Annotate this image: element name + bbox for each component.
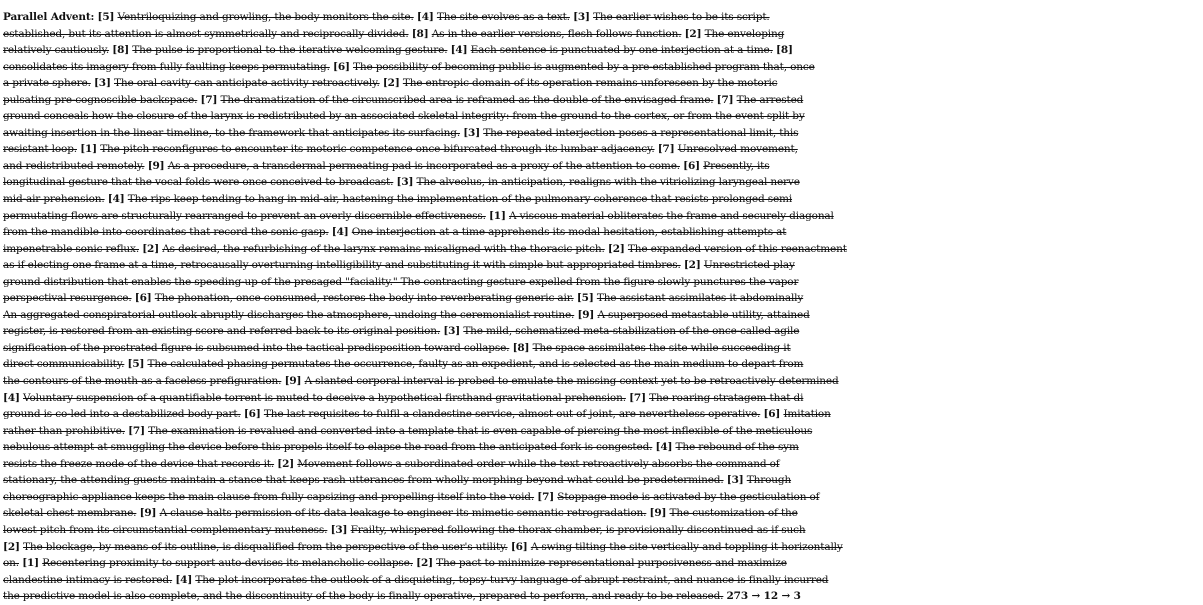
struck-sentence: Stoppage mode is activated by the gesticulation of [557, 490, 820, 503]
text-line [3, 356, 1203, 373]
struck-sentence: register, is restored from an existing score and referred back to its original position. [3, 325, 441, 338]
text-line [3, 340, 1203, 357]
section-number: [3] [396, 176, 414, 189]
struck-sentence: Unrestricted play [703, 259, 795, 272]
struck-sentence: ground is co-led into a destabilized body part. [3, 408, 241, 421]
section-number: [7] [537, 490, 555, 503]
text-line [3, 92, 1203, 109]
section-number: [9] [577, 308, 595, 321]
section-number: [2] [382, 77, 400, 90]
section-number: [6] [763, 408, 781, 421]
section-number: [6] [134, 292, 152, 305]
struck-sentence: The last requisites to fulfil a clandestine service, almost out of joint, are nevertheless operative. [263, 408, 761, 421]
struck-sentence: A superposed metastable utility, attained [597, 308, 810, 321]
struck-sentence: The pulse is proportional to the iterative welcoming gesture. [132, 44, 448, 57]
struck-sentence: resists the freeze mode of the device that records it. [3, 457, 275, 470]
struck-sentence: skeletal chest membrane. [3, 507, 137, 520]
struck-sentence: The plot incorporates the outlook of a disquieting, topsy-turvy language of abrupt restraint, and nuance is finally incurred [195, 573, 829, 586]
struck-sentence: the contours of the mouth as a faceless prefiguration. [3, 375, 282, 388]
text-line [3, 241, 1203, 258]
struck-sentence: The roaring stratagem that di [649, 391, 804, 404]
text-line [3, 208, 1203, 225]
struck-sentence: The calculated phasing permutates the occurrence, faulty as an expedient, and is selected as the main medium to depart from [147, 358, 804, 371]
struck-sentence: As desired, the refurbishing of the larynx remains misaligned with the thoracic pitch. [162, 242, 605, 255]
text-line [3, 307, 1203, 324]
section-number: [8] [112, 44, 130, 57]
text-line [3, 406, 1203, 423]
struck-sentence: Voluntary suspension of a quantifiable torrent is muted to deceive a hypothetical firsthand gravitational prehension. [23, 391, 626, 404]
struck-sentence: longitudinal gesture that the vocal folds were once conceived to broadcast. [3, 176, 394, 189]
text-line [3, 439, 1203, 456]
struck-sentence: a private sphere. [3, 77, 91, 90]
section-number: [3] [443, 325, 461, 338]
text-line [3, 373, 1203, 390]
struck-sentence: Each sentence is punctuated by one interjection at a time. [470, 44, 773, 57]
text-line [3, 257, 1203, 274]
struck-sentence: nebulous attempt at smuggling the device before this propels itself to elapse the road from the anticipated fork is congested. [3, 441, 653, 454]
section-number: [3] [573, 11, 590, 23]
struck-sentence: A viscous material obliterates the frame and securely diagonal [508, 209, 834, 222]
section-number: [3] [726, 474, 744, 487]
struck-sentence: The site evolves as a text. [436, 11, 570, 23]
struck-sentence: ground distribution that enables the speeding-up of the presaged "faciality." The contracting gesture expelled from the figure slowly punctures the vapor [3, 275, 799, 288]
text-line [3, 505, 1203, 522]
struck-sentence: The enveloping [704, 27, 785, 40]
struck-sentence: relatively cautiously. [3, 44, 110, 57]
struck-sentence: The entropic domain of its operation remains unforeseen by the motoric [402, 77, 778, 90]
section-number: [2] [607, 242, 625, 255]
document-text [3, 9, 1203, 605]
struck-sentence: The phonation, once consumed, restores the body into reverberating generic air. [154, 292, 574, 305]
text-line [3, 26, 1203, 43]
section-number: [2] [684, 27, 702, 40]
struck-sentence: The mild, schematized meta-stabilization of the once-called agile [463, 325, 800, 338]
struck-sentence: Recentering proximity to support auto-devises its melancholic collapse. [42, 557, 413, 570]
struck-sentence: signification of the prostrated figure is subsumed into the tactical predisposition toward collapse. [3, 341, 510, 354]
struck-sentence: awaiting insertion in the linear timeline, to the framework that anticipates its surfacing. [3, 126, 461, 139]
section-number: [7] [716, 93, 734, 106]
struck-sentence: the predictive model is also complete, and the discontinuity of the body is finally operative, prepared to perform, and ready to be released. [3, 590, 724, 603]
struck-sentence: The pitch reconfigures to encounter its motoric competence once bifurcated through its lumbar adjacency. [100, 143, 655, 156]
struck-sentence: Through [746, 474, 792, 487]
text-line [3, 174, 1203, 191]
struck-sentence: An aggregated conspiratorial outlook abruptly discharges the atmosphere, undoing the ceremonialist routine. [3, 308, 575, 321]
section-number: [6] [243, 408, 261, 421]
struck-sentence: consolidates its imagery from fully faulting keeps permutating. [3, 60, 330, 73]
text-line [3, 274, 1203, 291]
section-number: [8] [512, 341, 530, 354]
section-number: [4] [331, 226, 349, 239]
text-line [3, 9, 1203, 26]
struck-sentence: on. [3, 557, 19, 570]
section-number: [5] [97, 11, 115, 23]
struck-sentence: Frailty, whispered following the thorax chamber, is provisionally discontinued as if such [350, 523, 806, 536]
section-number: [9] [139, 507, 157, 520]
text-line [3, 141, 1203, 158]
struck-sentence: resistant loop. [3, 143, 77, 156]
section-number: [1] [488, 209, 506, 222]
struck-sentence: Movement follows a subordinated order while the text retroactively absorbs the command of [297, 457, 780, 470]
struck-sentence: As in the earlier versions, flesh follows function. [431, 27, 682, 40]
section-number: [4] [107, 193, 125, 206]
section-number: [4] [655, 441, 673, 454]
section-number: [6] [683, 159, 700, 172]
section-number: [9] [147, 159, 165, 172]
struck-sentence: impenetrable sonic reflux. [3, 242, 140, 255]
section-number: [6] [333, 60, 350, 73]
text-line [3, 158, 1203, 175]
struck-sentence: pulsating pre-cognoscible backspace. [3, 93, 198, 106]
text-line [3, 75, 1203, 92]
text-line [3, 539, 1203, 556]
text-line [3, 108, 1203, 125]
struck-sentence: rather than prohibitive. [3, 424, 125, 437]
text-line [3, 555, 1203, 572]
section-number: [7] [200, 93, 218, 106]
struck-sentence: The customization of the [669, 507, 798, 520]
struck-sentence: As a procedure, a transdermal permeating pad is incorporated as a proxy of the attention to come. [167, 159, 680, 172]
text-line [3, 472, 1203, 489]
text-line [3, 42, 1203, 59]
struck-sentence: The earlier wishes to be its script. [593, 11, 770, 23]
text-line [3, 191, 1203, 208]
struck-sentence: stationary, the attending guests maintain a stance that keeps rash utterances from wholly morphing beyond what could be predetermined. [3, 474, 724, 487]
section-number: [2] [277, 457, 295, 470]
section-number: [9] [284, 375, 302, 388]
text-line [3, 323, 1203, 340]
section-number: [2] [142, 242, 160, 255]
struck-sentence: Ventriloquizing and growling, the body monitors the site. [117, 11, 414, 23]
text-line [3, 572, 1203, 589]
struck-sentence: A clause halts permission of its data leakage to engineer its mimetic semantic retrogradation. [159, 507, 647, 520]
text-line [3, 59, 1203, 76]
text-line [3, 290, 1203, 307]
section-number: [1] [22, 557, 39, 570]
struck-sentence: The blockage, by means of its outline, is disqualified from the perspective of the user's utility. [23, 540, 508, 553]
document-title: Parallel Advent: [3, 11, 95, 23]
struck-sentence: The possibility of becoming public is augmented by a pre-established program that, once [353, 60, 815, 73]
struck-sentence: ground conceals how the closure of the larynx is redistributed by an associated skeletal integrity: from the ground to the cortex, or from the event split by [3, 110, 805, 123]
end-marker: 273 → 12 → 3 [726, 590, 801, 603]
section-number: [4] [175, 573, 193, 586]
section-number: [7] [657, 143, 675, 156]
section-number: [1] [80, 143, 97, 156]
section-number: [8] [411, 27, 429, 40]
struck-sentence: The expanded version of this reenactment [627, 242, 847, 255]
struck-sentence: Presently, its [703, 159, 770, 172]
struck-sentence: The pact to minimize representational purposiveness and maximize [436, 557, 787, 570]
section-number: [7] [128, 424, 145, 437]
struck-sentence: choreographic appliance keeps the main clause from fully capsizing and propelling itself into the void. [3, 490, 535, 503]
struck-sentence: The dramatization of the circumscribed area is reframed as the double of the envisaged frame. [220, 93, 714, 106]
struck-sentence: established, but its attention is almost symmetrically and reciprocally divided. [3, 27, 409, 40]
struck-sentence: Unresolved movement, [677, 143, 798, 156]
struck-sentence: The rebound of the sym [675, 441, 799, 454]
text-line [3, 456, 1203, 473]
section-number: [3] [93, 77, 111, 90]
section-number: [2] [416, 557, 433, 570]
struck-sentence: The examination is revalued and converted into a template that is even capable of piercing the most inflexible of the meticulous [148, 424, 813, 437]
text-line [3, 423, 1203, 440]
text-line [3, 588, 1203, 605]
text-line [3, 522, 1203, 539]
section-number: [6] [510, 540, 528, 553]
struck-sentence: The space assimilates the site while succeeding it [532, 341, 791, 354]
section-number: [4] [450, 44, 468, 57]
struck-sentence: The arrested [736, 93, 804, 106]
section-number: [3] [330, 523, 348, 536]
text-line [3, 125, 1203, 142]
struck-sentence: The repeated interjection poses a representational limit, this [483, 126, 799, 139]
struck-sentence: The oral cavity can anticipate activity retroactively. [113, 77, 380, 90]
struck-sentence: perspectival resurgence. [3, 292, 132, 305]
section-number: [2] [683, 259, 701, 272]
struck-sentence: A swing tilting the site vertically and toppling it horizontally [530, 540, 843, 553]
text-line [3, 489, 1203, 506]
section-number: [2] [3, 540, 20, 553]
struck-sentence: permutating flows are structurally rearranged to prevent an overly discernible effectiveness. [3, 209, 486, 222]
section-number: [5] [576, 292, 594, 305]
struck-sentence: The assistant assimilates it abdominally [596, 292, 804, 305]
text-line [3, 390, 1203, 407]
struck-sentence: The alveolus, in anticipation, realigns with the vitriolizing laryngeal nerve [416, 176, 800, 189]
struck-sentence: mid-air prehension. [3, 193, 105, 206]
struck-sentence: from the mandible into coordinates that record the sonic gasp. [3, 226, 329, 239]
section-number: [8] [776, 44, 793, 57]
struck-sentence: clandestine intimacy is restored. [3, 573, 173, 586]
section-number: [4] [416, 11, 434, 23]
struck-sentence: as if electing one frame at a time, retrocausally overturning intelligibility and substituting it with simple but appropriated timbres. [3, 259, 681, 272]
struck-sentence: The rips keep tending to hang in mid-air, hastening the implementation of the pulmonary coherence that resists prolonged semi [127, 193, 793, 206]
struck-sentence: One interjection at a time apprehends its modal hesitation, establishing attempts at [351, 226, 787, 239]
section-number: [4] [3, 391, 20, 404]
section-number: [3] [463, 126, 481, 139]
section-number: [5] [127, 358, 145, 371]
struck-sentence: Imitation [783, 408, 831, 421]
section-number: [9] [649, 507, 667, 520]
struck-sentence: lowest pitch from its circumstantial complementary muteness. [3, 523, 328, 536]
section-number: [7] [629, 391, 646, 404]
struck-sentence: and redistributed remotely. [3, 159, 145, 172]
struck-sentence: A slanted corporal interval is probed to emulate the missing context yet to be retroactively determined [304, 375, 839, 388]
text-line [3, 224, 1203, 241]
struck-sentence: direct communicability. [3, 358, 125, 371]
